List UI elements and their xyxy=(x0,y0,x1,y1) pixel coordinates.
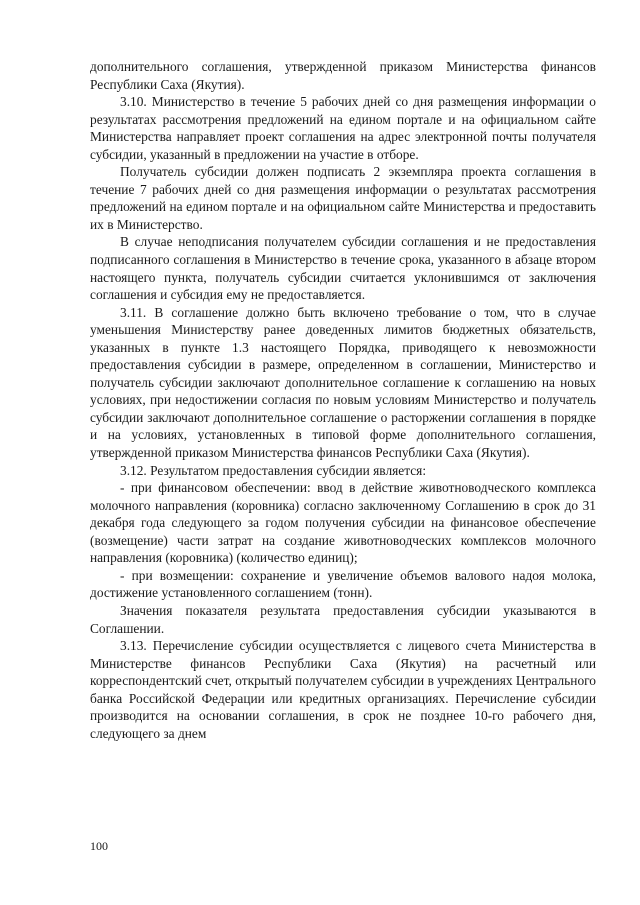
list-item-financing: - при финансовом обеспечении: ввод в действие животноводческого комплекса молочного направления (коровника) согласно заключенному Соглашению в срок до 31 декабря года следующего за годом получения субсидии на финансовое обеспечение (возмещение) части затрат на создание животноводческих комплексов молочного направления (коровника) (количество единиц); xyxy=(90,480,596,566)
document-body xyxy=(90,58,596,742)
paragraph-signing: Получатель субсидии должен подписать 2 экземпляра проекта соглашения в течение 7 рабочих дней со дня размещения информации о результатах рассмотрения предложений на едином портале и на официальном сайте Министерства и предоставить их в Министерство. xyxy=(90,164,596,232)
paragraph-3-11: 3.11. В соглашение должно быть включено требование о том, что в случае уменьшения Министерству ранее доведенных лимитов бюджетных обязательств, указанных в пункте 1.3 настоящего Порядка, приводящего к невозможности предоставления субсидии в размере, определенном в соглашении, Министерство и получатель субсидии заключают дополнительное соглашение к соглашению на новых условиях, при недостижении согласия по новым условиям Министерство и получатель субсидии заключают дополнительное соглашение о расторжении соглашения в порядке и на условиях, установленных в типовой форме дополнительного соглашения, утвержденной приказом Министерства финансов Республики Саха (Якутия). xyxy=(90,304,596,461)
paragraph-non-signing: В случае неподписания получателем субсидии соглашения и не предоставления подписанного соглашения в Министерство в течение срока, указанного в абзаце втором настоящего пункта, получатель субсидии считается уклонившимся от заключения соглашения и субсидия ему не предоставляется. xyxy=(90,234,596,303)
list-item-reimbursement: - при возмещении: сохранение и увеличение объемов валового надоя молока, достижение установленного соглашением (тонн). xyxy=(90,567,596,601)
paragraph-3-12: 3.12. Результатом предоставления субсидии является: xyxy=(120,462,427,478)
page-number: 100 xyxy=(90,839,108,853)
paragraph-3-13: 3.13. Перечисление субсидии осуществляется с лицевого счета Министерства в Министерстве финансов Республики Саха (Якутия) на расчетный или корреспондентский счет, открытый получателем субсидии в учреждениях Центрального банка Российской Федерации или кредитных организациях. Перечисление субсидии производится на основании соглашения, в срок не позднее 10-го рабочего дня, следующего за днем xyxy=(90,638,596,741)
paragraph-3-10: 3.10. Министерство в течение 5 рабочих дней со дня размещения информации о результатах рассмотрения предложений на едином портале и на официальном сайте Министерства направляет проект соглашения на адрес электронной почты получателя субсидии, указанный в предложении на участие в отборе. xyxy=(90,94,596,162)
paragraph-indicator-values: Значения показателя результата предоставления субсидии указываются в Соглашении. xyxy=(90,602,596,636)
paragraph-continuation: дополнительного соглашения, утвержденной приказом Министерства финансов Республики Саха (Якутия). xyxy=(90,59,596,92)
